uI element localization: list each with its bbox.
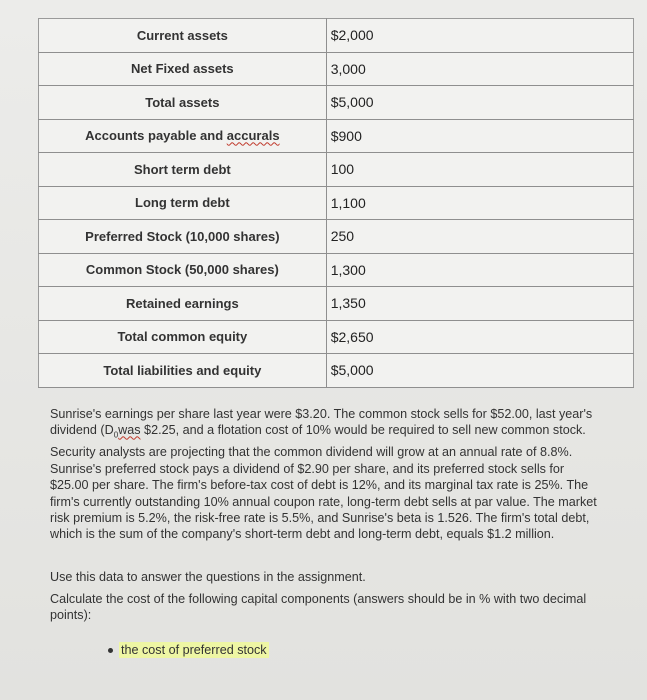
row-label: Long term debt: [39, 186, 327, 220]
problem-text-a: Sunrise's earnings per share last year were $3.20. The common stock sells for $52.00, last year's dividend (D: [50, 407, 593, 438]
row-value: 1,100: [326, 186, 633, 220]
row-label: Short term debt: [39, 153, 327, 187]
row-label: Total common equity: [39, 320, 327, 354]
table-row: [39, 354, 634, 388]
dividend-subscript: 0: [113, 430, 119, 440]
row-label: Current assets: [39, 19, 327, 53]
row-value: $2,650: [326, 320, 633, 354]
misspelled-word: accurals: [226, 128, 280, 144]
list-item: [108, 642, 269, 658]
row-value: 250: [326, 220, 633, 254]
table-row: [39, 52, 634, 86]
balance-sheet-table: [38, 18, 634, 388]
instruction-text: Use this data to answer the questions in the assignment.: [50, 570, 366, 584]
table-row: [39, 119, 634, 153]
row-label-text: Accounts payable and: [85, 128, 224, 144]
question-prompt: Calculate the cost of the following capital components (answers should be in % with two decimal points):: [50, 592, 587, 623]
problem-text-b: $2.25, and a flotation cost of 10% would be required to sell new common stock. Security analysts are projecting that the common dividend will grow at an annual rate of 8.8%. Sunrise's preferred stock pays a dividend of $2.90 per share, and its preferred stock sells for $25.00 per share. The firm's before-tax cost of debt is 12%, and its marginal tax rate is 25%. The firm's currently outstanding 10% annual coupon rate, long-term debt sells at par value. The market risk premium is 5.2%, the risk-free rate is 5.5%, and Sunrise's beta is 1.526. The firm's total debt, which is the sum of the company's short-term debt and long-term debt, equals $1.2 million.: [50, 423, 597, 542]
row-label: [39, 119, 327, 153]
row-value: 3,000: [326, 52, 633, 86]
table-row: [39, 19, 634, 53]
row-label: Retained earnings: [39, 287, 327, 321]
problem-description: [50, 406, 598, 543]
bullet-icon: [108, 648, 113, 653]
row-value: $900: [326, 119, 633, 153]
table-row: [39, 220, 634, 254]
highlighted-question: the cost of preferred stock: [121, 643, 267, 657]
table-row: [39, 86, 634, 120]
row-label: Total assets: [39, 86, 327, 120]
row-label: Net Fixed assets: [39, 52, 327, 86]
table-row: [39, 153, 634, 187]
row-value: 1,350: [326, 287, 633, 321]
row-label: Total liabilities and equity: [39, 354, 327, 388]
table-row: [39, 186, 634, 220]
misspelled-word: was: [118, 423, 141, 438]
table-row: [39, 253, 634, 287]
row-label: Common Stock (50,000 shares): [39, 253, 327, 287]
table-row: [39, 320, 634, 354]
row-value: $2,000: [326, 19, 633, 53]
row-value: 100: [326, 153, 633, 187]
table-row: [39, 287, 634, 321]
row-value: $5,000: [326, 354, 633, 388]
row-value: 1,300: [326, 253, 633, 287]
row-value: $5,000: [326, 86, 633, 120]
row-label: Preferred Stock (10,000 shares): [39, 220, 327, 254]
